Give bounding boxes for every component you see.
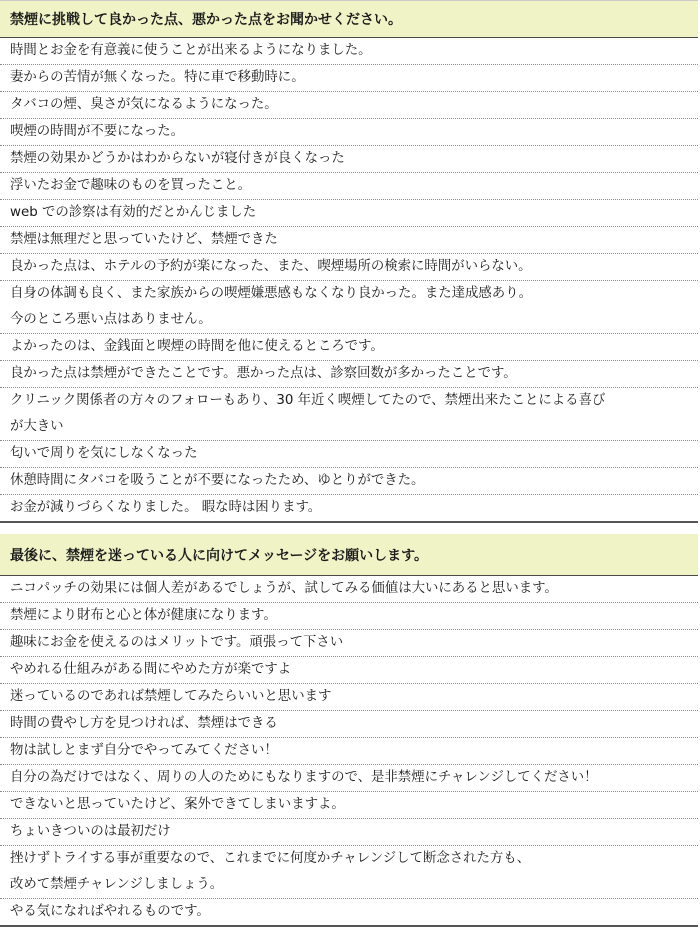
response-row: 時間とお金を有意義に使うことが出来るようになりました。 xyxy=(0,38,698,65)
response-row: 禁煙により財布と心と体が健康になります。 xyxy=(0,603,698,630)
response-row: お金が減りづらくなりました。 暇な時は困ります。 xyxy=(10,500,322,515)
response-line: 自身の体調も良く、また家族からの喫煙嫌悪感もなくなり良かった。また達成感あり。 xyxy=(10,286,532,301)
response-row: タバコの煙、臭さが気になるようになった。 xyxy=(0,92,698,119)
response-row: やる気になればやれるものです。 xyxy=(10,904,210,919)
response-row: よかったのは、金銭面と喫煙の時間を他に使えるところです。 xyxy=(0,334,698,361)
response-row: 自分の為だけではなく、周りの人のためにもなりますので、是非禁煙にチャレンジしてください！ xyxy=(0,765,698,792)
response-row: 匂いで周りを気にしなくなった xyxy=(0,441,698,468)
response-row: 喫煙の時間が不要になった。 xyxy=(0,119,698,146)
response-row xyxy=(0,281,698,334)
response-row: web での診察は有効的だとかんじました xyxy=(0,200,698,227)
response-row: 時間の費やし方を見つければ、禁煙はできる xyxy=(0,711,698,738)
response-row xyxy=(0,846,698,899)
response-row: 趣味にお金を使えるのはメリットです。頑張って下さい xyxy=(0,630,698,657)
response-line: 今のところ悪い点はありません。 xyxy=(10,312,212,327)
response-row: 良かった点は禁煙ができたことです。悪かった点は、診察回数が多かったことです。 xyxy=(0,361,698,388)
response-line: 改めて禁煙チャレンジしましょう。 xyxy=(10,877,224,892)
response-line: が大きい xyxy=(10,419,64,434)
response-row: 休憩時間にタバコを吸うことが不要になったため、ゆとりができた。 xyxy=(0,468,698,495)
response-row: ちょいきついのは最初だけ xyxy=(0,819,698,846)
response-list xyxy=(0,37,698,523)
response-row: 禁煙は無理だと思っていたけど、禁煙できた xyxy=(0,227,698,254)
response-row: 迷っているのであれば禁煙してみたらいいと思います xyxy=(0,684,698,711)
response-line: クリニック関係者の方々のフォローもあり、30 年近く喫煙してたので、禁煙出来たことによる喜び xyxy=(10,393,606,408)
section-heading: 最後に、禁煙を迷っている人に向けてメッセージをお願いします。 xyxy=(0,534,698,575)
response-row: 妻からの苦情が無くなった。特に車で移動時に。 xyxy=(0,65,698,92)
response-row: 浮いたお金で趣味のものを買ったこと。 xyxy=(0,173,698,200)
response-row: 禁煙の効果かどうかはわからないが寝付きが良くなった xyxy=(0,146,698,173)
response-row: ニコパッチの効果には個人差があるでしょうが、試してみる価値は大いにあると思います。 xyxy=(0,576,698,603)
response-list xyxy=(0,575,698,927)
response-row: 良かった点は、ホテルの予約が楽になった、また、喫煙場所の検索に時間がいらない。 xyxy=(0,254,698,281)
response-line: 挫けずトライする事が重要なので、これまでに何度かチャレンジして断念された方も、 xyxy=(10,851,531,866)
response-row: 物は試しとまず自分でやってみてください！ xyxy=(0,738,698,765)
response-row: できないと思っていたけど、案外できてしまいますよ。 xyxy=(0,792,698,819)
response-row xyxy=(0,388,698,441)
response-row: やめれる仕組みがある間にやめた方が楽ですよ xyxy=(0,657,698,684)
section-heading: 禁煙に挑戦して良かった点、悪かった点をお聞かせください。 xyxy=(0,0,698,37)
survey-section-messages xyxy=(0,534,698,927)
